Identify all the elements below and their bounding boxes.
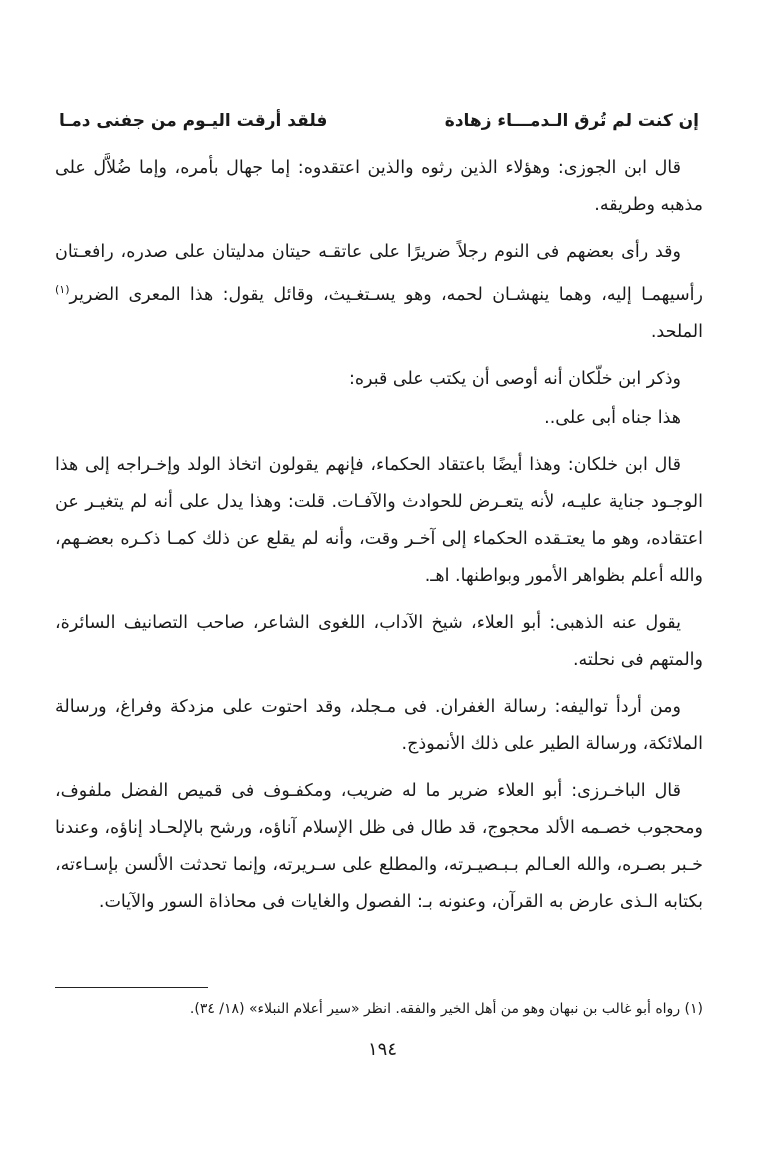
footnote-marker: (١): [55, 283, 70, 296]
page-body: [55, 108, 703, 931]
paragraph-ibn-khallikan-comment: قال ابن خلكان: وهذا أيضًا باعتقاد الحكماء، فإنهم يقولون اتخاذ الولد وإخـراجه إلى هذا الوجـود جناية عليـه، لأنه يتعـرض للحوادث والآفـات. قلت: وهذا يدل على أنه لم يتغيـر عن اعتقاده، وهو ما يعتـقده الحكماء إلى آخـر وقت، وأنه لم يقلع عن ذلك كمـا ذكـره بعضـهم، والله أعلم بظواهر الأمور وبواطنها. اهـ.: [55, 454, 703, 586]
paragraph-epitaph: هذا جناه أبى على..: [544, 407, 681, 428]
paragraph-ibn-khallikan-will: وذكر ابن خلّكان أنه أوصى أن يكتب على قبره:: [348, 368, 681, 389]
paragraph-ibn-aljawzi: قال ابن الجوزى: وهؤلاء الذين رثوه والذين اعتقدوه: إما جهال بأمره، وإما ضُلاَّل على مذهبه وطريقه.: [55, 158, 703, 215]
paragraph-dream-tail: الملحد.: [650, 321, 703, 342]
footnote: (١) رواه أبو غالب بن نبهان وهو من أهل الخير والفقه. انظر «سير أعلام النبلاء» (١٨/ ٣٤).: [189, 1001, 703, 1017]
paragraph-dream-text: وقد رأى بعضهم فى النوم رجلاً ضريرًا على عاتقـه حيتان مدليتان على صدره، رافعـتان رأسيهمـا إليه، وهما ينهشـان لحمه، وهو يسـتغـيث، وقائل يقول: هذا المعرى الضرير: [55, 242, 703, 305]
footnote-divider: [55, 987, 208, 988]
verse-first-hemistich: إن كنت لم تُرق الـدمـــاء زهادة: [444, 111, 699, 131]
poem-verse: [55, 108, 703, 134]
paragraph-works: ومن أردأ تواليفه: رسالة الغفران. فى مـجلد، وقد احتوت على مزدكة وفراغ، ورسالة الملائكة، ورسالة الطير على ذلك الأنموذج.: [55, 696, 703, 754]
paragraph-bakharzi: قال الباخـرزى: أبو العلاء ضرير ما له ضريب، ومكفـوف فى قميص الفضل ملفوف، ومحجوب خصـمه الألد محجوج، قد طال فى ظل الإسلام آناؤه، ورشح بالإلحـاد إناؤه، وعندنا خـبر بصـره، والله العـالم بـبـصيـرته، والمطلع على سـريرته، وإنما تحدثت الألسن بإسـاءته، بكتابه الـذى عارض به القرآن، وعنونه بـ: الفصول والغايات فى محاذاة السور والآيات.: [55, 780, 703, 912]
verse-second-hemistich: فلقد أرقت اليـوم من جفنى دمـا: [59, 111, 328, 131]
paragraph-dhahabi: يقول عنه الذهبى: أبو العلاء، شيخ الآداب، اللغوى الشاعر، صاحب التصانيف السائرة، والمتهم فى نحلته.: [55, 612, 703, 670]
page-number: ١٩٤: [367, 1039, 397, 1060]
paragraph-dream: [55, 234, 703, 351]
